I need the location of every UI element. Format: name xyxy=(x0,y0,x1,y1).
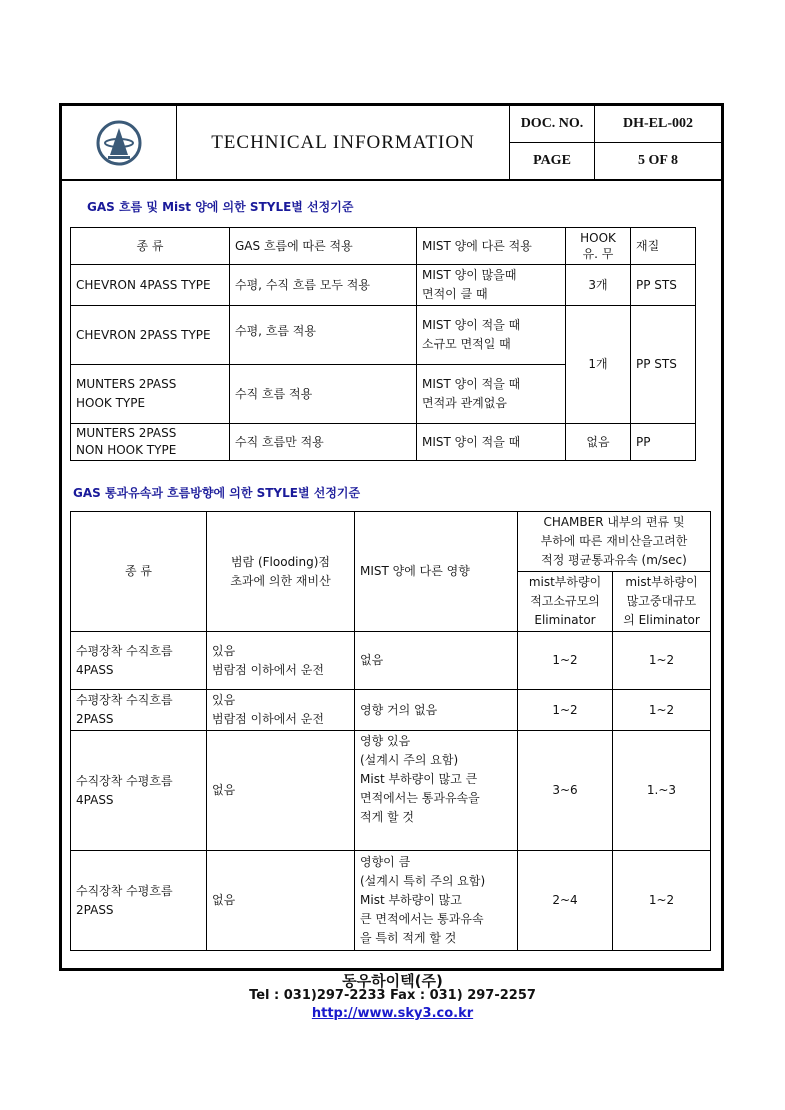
style-table-2 xyxy=(70,511,711,951)
table1-type: CHEVRON 4PASS TYPE xyxy=(71,265,230,306)
footer-url-link[interactable]: http://www.sky3.co.kr xyxy=(311,1006,474,1021)
table2-small: 1~2 xyxy=(518,690,613,731)
table2-flood: 있음 범람점 이하에서 운전 xyxy=(207,632,355,690)
table1-header-hook: HOOK 유. 무 xyxy=(566,228,631,265)
table2-mist: 영향 있음 (설계시 주의 요함) Mist 부하량이 많고 큰 면적에서는 통과유속을 적게 할 것 xyxy=(355,731,518,851)
table2-type: 수평장착 수직흐름 4PASS xyxy=(71,632,207,690)
table1-gas: 수평, 흐름 적용 xyxy=(230,306,417,365)
table2-header-chamber: CHAMBER 내부의 편류 및 부하에 따른 재비산을고려한 적정 평균통과유속 (m/sec) xyxy=(518,512,711,572)
table2-mist: 없음 xyxy=(355,632,518,690)
table2-type: 수직장착 수평흐름 2PASS xyxy=(71,851,207,951)
table1-material: PP STS xyxy=(631,306,696,424)
table2-small: 3~6 xyxy=(518,731,613,851)
table2-flood: 없음 xyxy=(207,731,355,851)
page-label: PAGE xyxy=(510,143,595,181)
table2-large: 1~2 xyxy=(613,690,711,731)
table2-header-type: 종 류 xyxy=(71,512,207,632)
table1-header-type: 종 류 xyxy=(71,228,230,265)
footer-company: 동우하이텍(주) xyxy=(342,972,443,990)
doc-no-label: DOC. NO. xyxy=(510,106,595,143)
table1-material: PP STS xyxy=(631,265,696,306)
logo-cell xyxy=(62,106,177,180)
page-title: TECHNICAL INFORMATION xyxy=(177,106,510,180)
table1-hook: 없음 xyxy=(566,424,631,461)
table1-gas: 수평, 수직 흐름 모두 적용 xyxy=(230,265,417,306)
table1-gas: 수직 흐름 적용 xyxy=(230,365,417,424)
doc-no-value: DH-EL-002 xyxy=(595,106,722,143)
table1-material: PP xyxy=(631,424,696,461)
table2-header-flood: 범람 (Flooding)점 초과에 의한 재비산 xyxy=(207,512,355,632)
table2-header-small: mist부하량이 적고소규모의 Eliminator xyxy=(518,572,613,632)
table1-type: CHEVRON 2PASS TYPE xyxy=(71,306,230,365)
table1-hook: 3개 xyxy=(566,265,631,306)
table2-flood: 없음 xyxy=(207,851,355,951)
table2-header-mist: MIST 양에 다른 영향 xyxy=(355,512,518,632)
section2-title: GAS 통과유속과 흐름방향에 의한 STYLE별 선정기준 xyxy=(73,486,361,500)
page-value: 5 OF 8 xyxy=(595,143,722,181)
table2-large: 1.~3 xyxy=(613,731,711,851)
table2-small: 2~4 xyxy=(518,851,613,951)
table2-type: 수평장착 수직흐름 2PASS xyxy=(71,690,207,731)
table1-mist: MIST 양이 많을때 면적이 클 때 xyxy=(417,265,566,306)
table1-hook: 1개 xyxy=(566,306,631,424)
table1-type: MUNTERS 2PASS HOOK TYPE xyxy=(71,365,230,424)
table1-mist: MIST 양이 적을 때 소규모 면적일 때 xyxy=(417,306,566,365)
table1-header-gas: GAS 흐름에 따른 적용 xyxy=(230,228,417,265)
style-table-1 xyxy=(70,227,696,461)
header-table xyxy=(62,106,721,181)
company-logo-icon xyxy=(95,119,143,167)
table1-header-mist: MIST 양에 다른 적용 xyxy=(417,228,566,265)
table1-mist: MIST 양이 적을 때 면적과 관계없음 xyxy=(417,365,566,424)
table2-mist: 영향이 큼 (설계시 특히 주의 요함) Mist 부하량이 많고 큰 면적에서는 통과유속 을 특히 적게 할 것 xyxy=(355,851,518,951)
section1-title: GAS 흐름 및 Mist 양에 의한 STYLE별 선정기준 xyxy=(87,200,354,214)
table2-large: 1~2 xyxy=(613,632,711,690)
table1-gas: 수직 흐름만 적용 xyxy=(230,424,417,461)
table2-small: 1~2 xyxy=(518,632,613,690)
table1-header-material: 재질 xyxy=(631,228,696,265)
table2-flood: 있음 범람점 이하에서 운전 xyxy=(207,690,355,731)
footer-contact: Tel : 031)297-2233 Fax : 031) 297-2257 xyxy=(249,988,536,1003)
table2-large: 1~2 xyxy=(613,851,711,951)
table1-type: MUNTERS 2PASS NON HOOK TYPE xyxy=(71,424,230,461)
table2-type: 수직장착 수평흐름 4PASS xyxy=(71,731,207,851)
table2-header-large: mist부하량이 많고중대규모 의 Eliminator xyxy=(613,572,711,632)
table1-mist: MIST 양이 적을 때 xyxy=(417,424,566,461)
table2-mist: 영향 거의 없음 xyxy=(355,690,518,731)
